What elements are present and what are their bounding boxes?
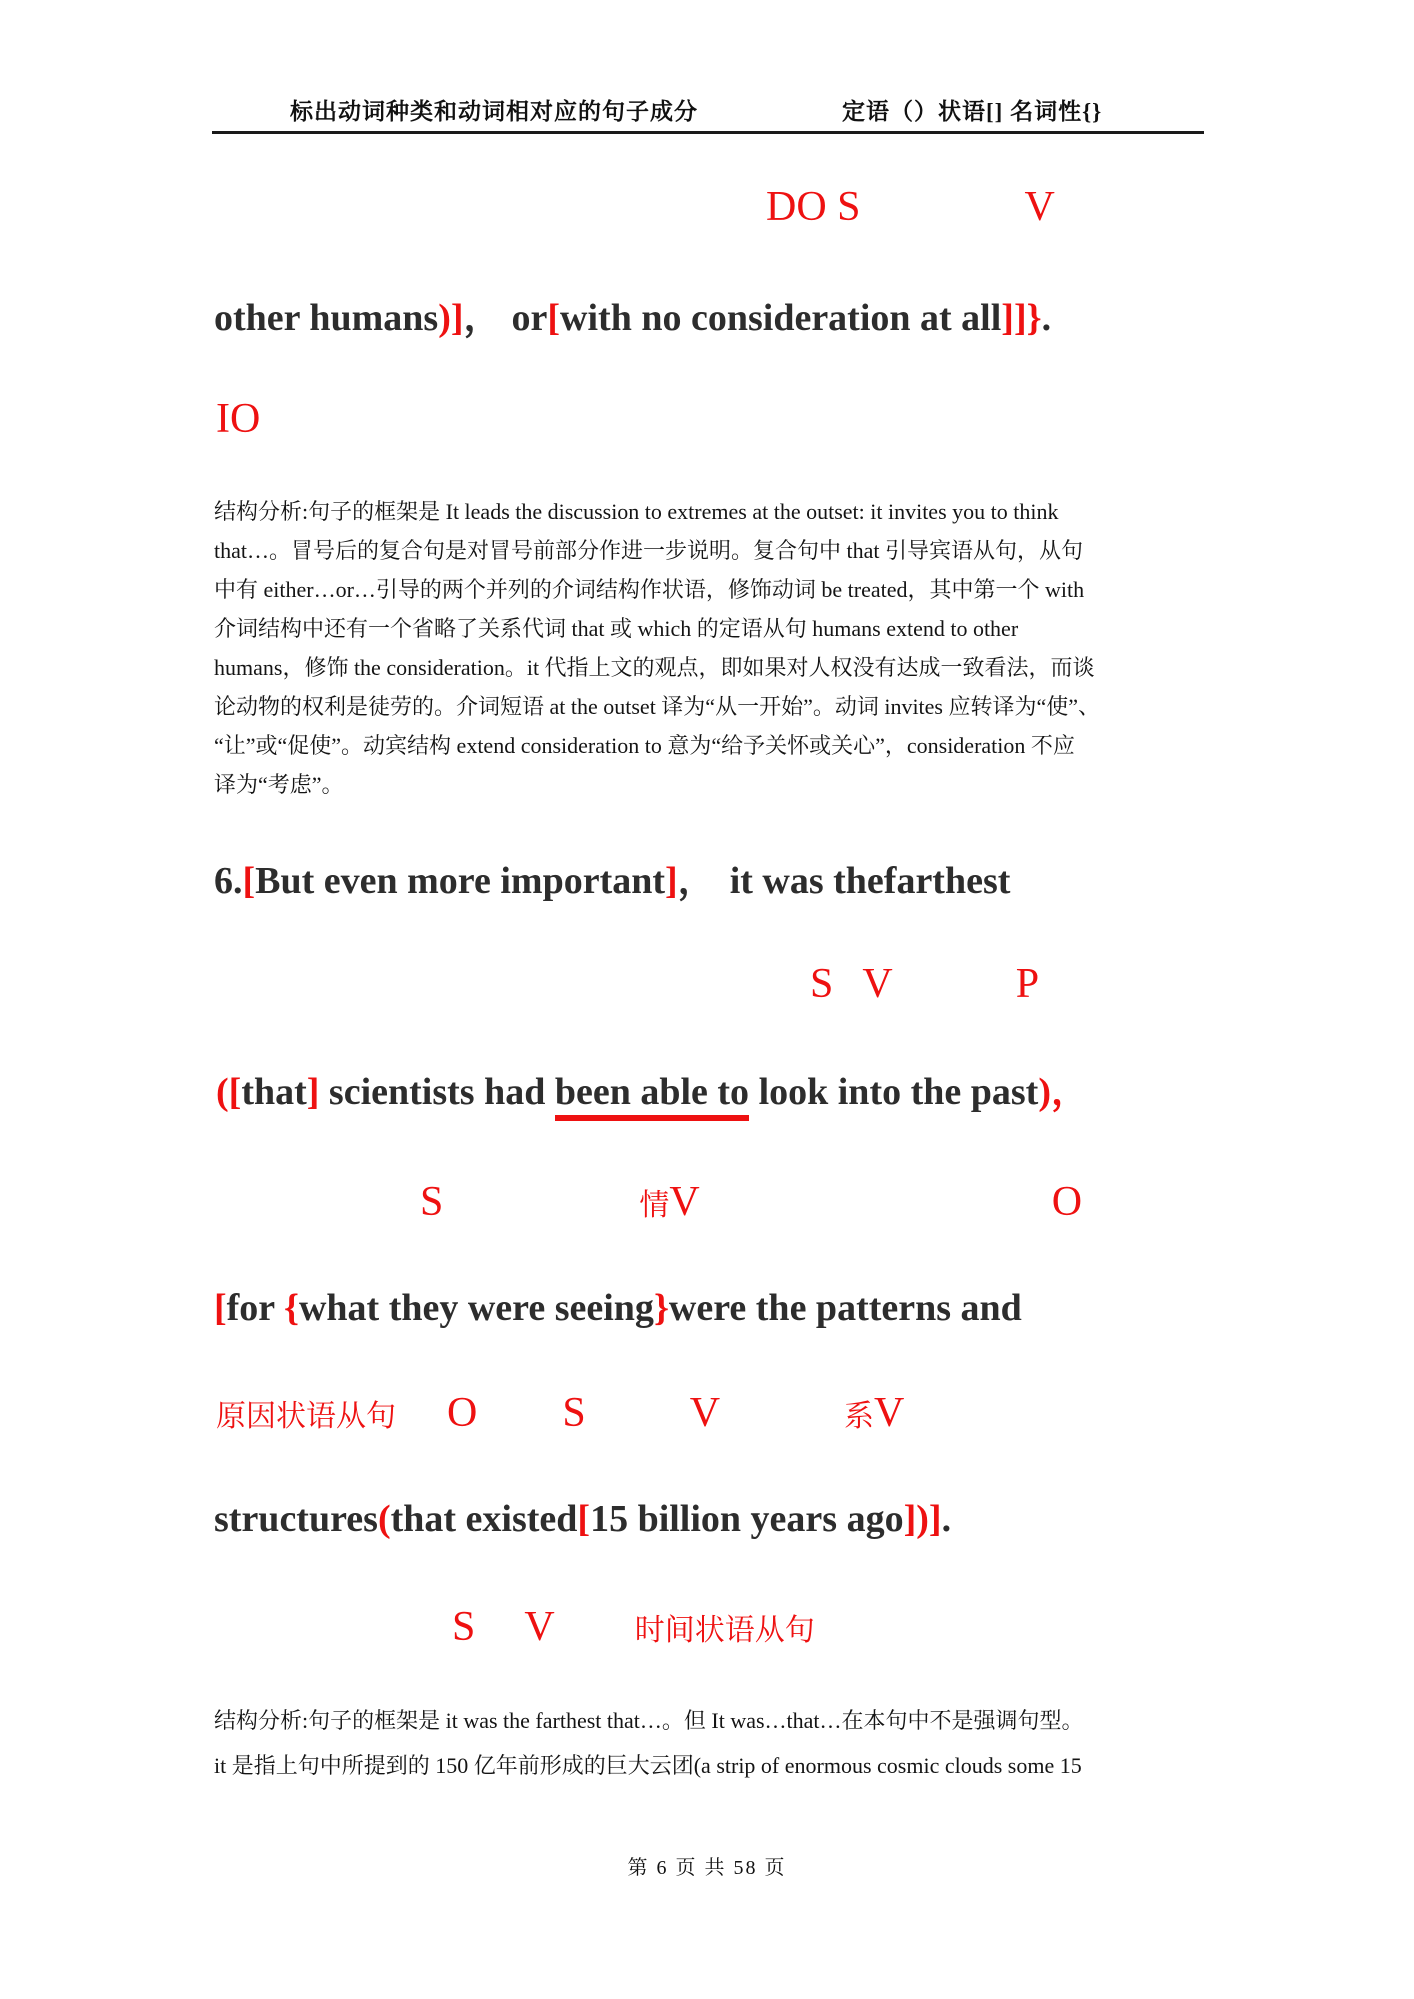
english-text: 15 billion years ago — [590, 1498, 904, 1540]
marker-v: V — [1024, 184, 1055, 230]
english-text: scientists had — [319, 1071, 555, 1113]
analysis-line: 结构分析:句子的框架是 it was the farthest that…。但 It was…that…在本句中不是强调句型。 — [214, 1708, 1084, 1733]
marker-line-do-s-v — [766, 184, 1055, 230]
red-close-brackets: ]]} — [1001, 297, 1042, 339]
marker-o: O — [1051, 1179, 1083, 1225]
sentence-6-line-3 — [214, 1282, 1022, 1334]
marker-v: V — [524, 1604, 555, 1650]
marker-s: S — [452, 1604, 476, 1650]
red-open-bracket: [ — [214, 1287, 227, 1329]
english-text: that — [241, 1071, 307, 1113]
analysis-line: “让”或“促使”。动宾结构 extend consideration to 意为“给予关怀或关心”，consideration 不应 — [214, 733, 1075, 758]
analysis-line: humans，修饰 the consideration。it 代指上文的观点，即如果对人权没有达成一致看法，而谈 — [214, 655, 1095, 680]
marker-time-clause-label: 时间状语从句 — [634, 1614, 815, 1647]
red-open-bracket: [ — [577, 1498, 591, 1540]
period: . — [1041, 297, 1052, 339]
sentence-fragment — [214, 292, 1051, 344]
analysis-line: 译为“考虑”。 — [214, 772, 344, 797]
red-open-paren: ( — [377, 1498, 391, 1540]
marker-v: V — [862, 961, 893, 1007]
fullwidth-comma: ， — [677, 860, 716, 902]
red-open-paren: ( — [216, 1071, 229, 1113]
red-close-bracket: ] — [306, 1071, 320, 1113]
english-text: were the patterns and — [668, 1287, 1022, 1329]
marker-xi-label: 系 — [844, 1400, 875, 1433]
red-open-brace: { — [284, 1287, 299, 1329]
analysis-line: 中有 either…or…引导的两个并列的介词结构作状语，修饰动词 be treated，其中第一个 with — [214, 577, 1085, 602]
analysis-paragraph-6 — [214, 1698, 1084, 1788]
red-close-brackets: )] — [438, 297, 464, 339]
english-text: But even more important — [255, 860, 666, 902]
period: . — [941, 1498, 952, 1540]
item-number: 6. — [214, 860, 243, 902]
marker-cause-clause-label: 原因状语从句 — [216, 1400, 396, 1433]
header-right-legend: 定语（）状语[] 名词性{} — [842, 99, 1103, 124]
marker-v: V — [689, 1390, 721, 1436]
marker-s: S — [420, 1179, 444, 1225]
analysis-line: 论动物的权利是徒劳的。介词短语 at the outset 译为“从一开始”。动词 invites 应转译为“使”、 — [214, 694, 1101, 719]
marker-s: S — [810, 961, 834, 1007]
sentence-6-line-4 — [214, 1493, 951, 1545]
english-text: it was thefarthest — [729, 860, 1011, 902]
header-rule — [212, 131, 1204, 134]
marker-line-s-qing-v-o — [420, 1179, 1082, 1229]
analysis-line: that…。冒号后的复合句是对冒号前部分作进一步说明。复合句中 that 引导宾语从句，从句 — [214, 538, 1083, 563]
red-close-bracket: ] — [665, 860, 678, 902]
red-open-bracket: [ — [547, 297, 561, 339]
analysis-line: 介词结构中还有一个省略了关系代词 that 或 which 的定语从句 humans extend to other — [214, 616, 1019, 641]
sentence-6-line-2 — [216, 1066, 1089, 1118]
analysis-paragraph-5 — [214, 492, 1100, 804]
red-open-bracket: [ — [228, 1071, 242, 1113]
red-fullwidth-comma: ， — [1051, 1071, 1090, 1113]
english-text: look into the past — [749, 1071, 1039, 1113]
english-text: other humans — [214, 297, 439, 339]
english-text: for — [226, 1287, 284, 1329]
page-number-footer: 第 6 页 共 58 页 — [627, 1857, 787, 1879]
marker-s: S — [562, 1390, 586, 1436]
marker-p: P — [1015, 961, 1040, 1007]
marker-o: O — [447, 1390, 478, 1436]
marker-line-cause-clause — [216, 1390, 904, 1440]
analysis-line: 结构分析:句子的框架是 It leads the discussion to extremes at the outset: it invites you to think — [214, 499, 1059, 524]
sentence-6-line-1 — [214, 855, 1010, 907]
marker-v: V — [669, 1179, 700, 1225]
english-text: what they were seeing — [298, 1287, 654, 1329]
marker-do-s: DO S — [766, 184, 861, 230]
header-left-title: 标出动词种类和动词相对应的句子成分 — [290, 99, 698, 124]
red-close-paren: ) — [1038, 1071, 1051, 1113]
marker-line-s-v-time-clause — [452, 1604, 815, 1654]
red-close-brace: } — [653, 1287, 669, 1329]
red-open-bracket: [ — [242, 860, 256, 902]
english-text: or — [511, 297, 548, 339]
underlined-text: been able to — [555, 1071, 749, 1121]
marker-io: IO — [216, 396, 261, 442]
english-text: with no consideration at all — [560, 297, 1002, 339]
fullwidth-comma: ， — [463, 297, 502, 339]
red-close-brackets: ])] — [903, 1498, 942, 1540]
marker-line-s-v-p — [810, 961, 1039, 1007]
english-text: that existed — [390, 1498, 578, 1540]
marker-qing-label: 情 — [639, 1189, 670, 1222]
marker-v: V — [874, 1390, 905, 1436]
analysis-line: it 是指上句中所提到的 150 亿年前形成的巨大云团(a strip of enormous cosmic clouds some 15 — [214, 1753, 1082, 1778]
english-text: structures — [214, 1498, 378, 1540]
